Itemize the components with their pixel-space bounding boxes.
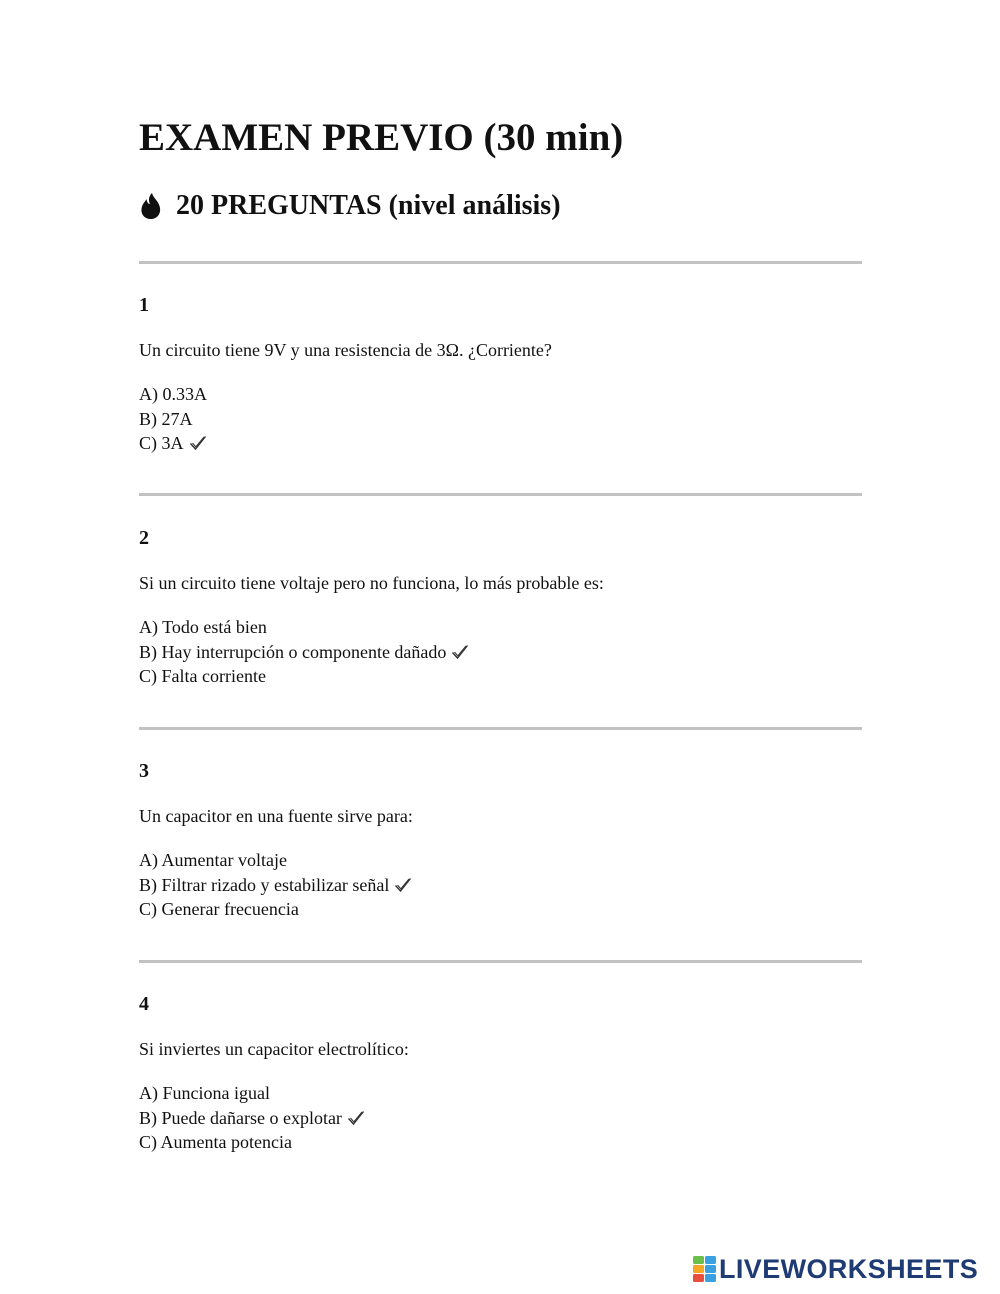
check-mark-icon (189, 435, 207, 451)
liveworksheets-brand[interactable] (693, 1255, 978, 1283)
options-list (139, 382, 207, 456)
option-label: C) Aumenta potencia (139, 1132, 292, 1152)
option-label: C) Generar frecuencia (139, 899, 299, 919)
subtitle-text: 20 PREGUNTAS (nivel análisis) (176, 190, 561, 221)
options-list (139, 615, 469, 689)
option-c[interactable] (139, 1130, 365, 1155)
option-c[interactable] (139, 897, 412, 922)
question-text: Si un circuito tiene voltaje pero no funciona, lo más probable es: (139, 573, 604, 593)
question-number: 1 (139, 294, 149, 316)
question-number: 2 (139, 527, 149, 549)
page-subtitle (139, 187, 561, 225)
option-label: B) 27A (139, 408, 193, 429)
options-list (139, 1081, 365, 1155)
option-label: A) Funciona igual (139, 1083, 270, 1103)
option-b[interactable] (139, 640, 469, 665)
option-a[interactable] (139, 615, 469, 640)
brand-text: LIVEWORKSHEETS (719, 1254, 979, 1284)
option-a[interactable] (139, 1081, 365, 1106)
question-text: Un capacitor en una fuente sirve para: (139, 806, 413, 826)
options-list (139, 848, 412, 922)
option-c[interactable] (139, 431, 207, 456)
option-label: B) Puede dañarse o explotar (139, 1107, 342, 1128)
option-label: A) 0.33A (139, 384, 207, 404)
check-mark-icon (347, 1110, 365, 1126)
question-number: 4 (139, 993, 149, 1015)
option-a[interactable] (139, 382, 207, 407)
option-label: C) 3A (139, 433, 184, 453)
divider (139, 261, 862, 264)
check-mark-icon (451, 644, 469, 660)
question-text: Si inviertes un capacitor electrolítico: (139, 1039, 409, 1059)
divider (139, 493, 862, 496)
divider (139, 960, 862, 963)
option-b[interactable] (139, 873, 412, 898)
option-c[interactable] (139, 664, 469, 689)
question-text: Un circuito tiene 9V y una resistencia de 3Ω. ¿Corriente? (139, 340, 552, 360)
option-a[interactable] (139, 848, 412, 873)
page-title: EXAMEN PREVIO (30 min) (139, 116, 624, 159)
option-b[interactable] (139, 1106, 365, 1131)
liveworksheets-logo-icon (693, 1256, 717, 1282)
question-number: 3 (139, 760, 149, 782)
option-label: B) Hay interrupción o componente dañado (139, 641, 447, 662)
option-label: A) Aumentar voltaje (139, 850, 287, 870)
divider (139, 727, 862, 730)
option-label: B) Filtrar rizado y estabilizar señal (139, 874, 390, 895)
option-label: A) Todo está bien (139, 617, 267, 637)
option-b[interactable] (139, 407, 207, 432)
check-mark-icon (394, 877, 412, 893)
fire-icon (139, 192, 163, 220)
option-label: C) Falta corriente (139, 666, 266, 686)
